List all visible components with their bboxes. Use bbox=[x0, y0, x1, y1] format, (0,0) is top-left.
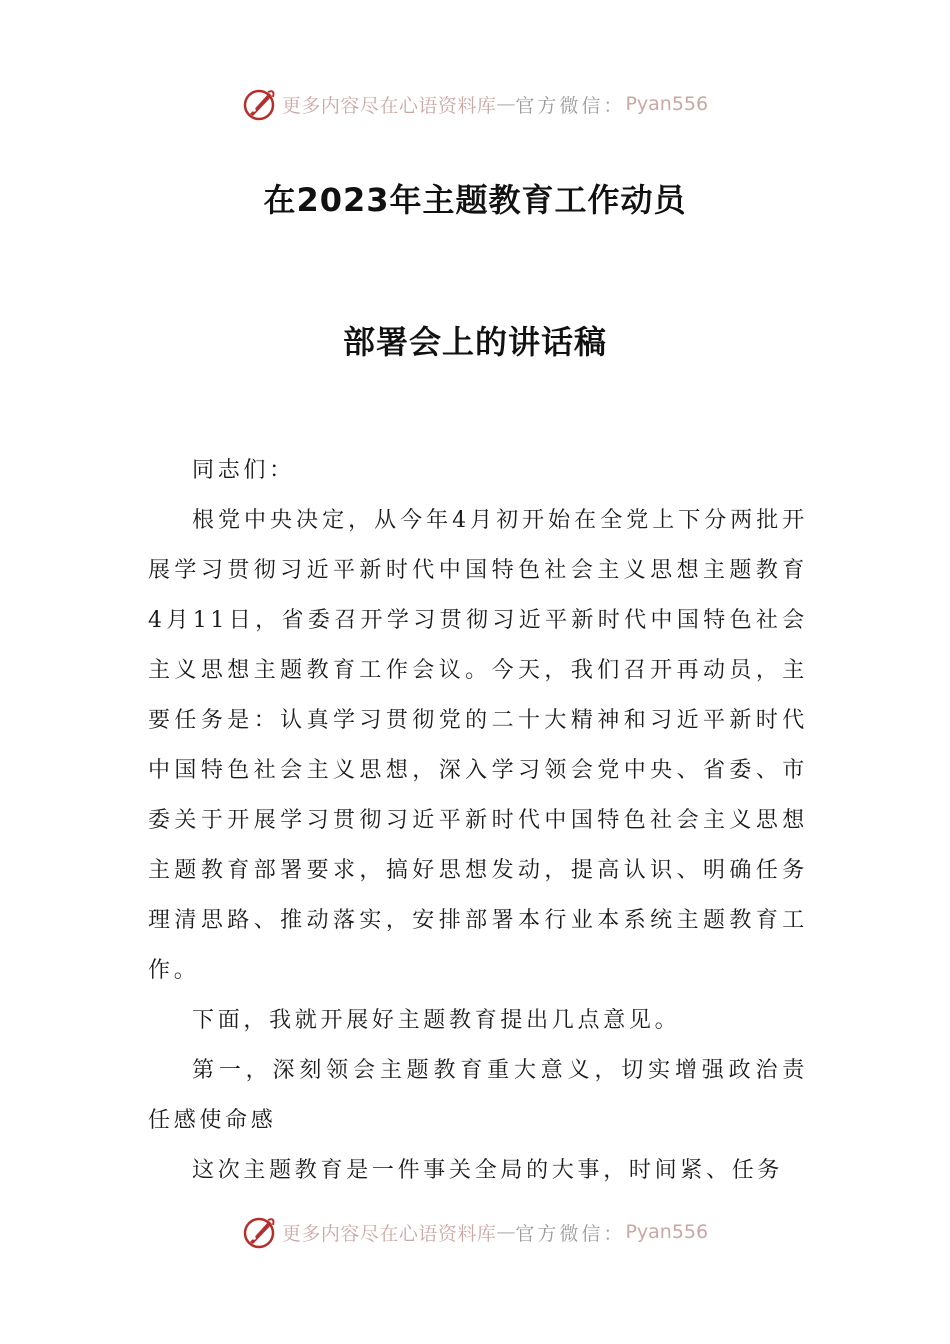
body-paragraph: 根党中央决定，从今年4月初开始在全党上下分两批开展学习贯彻习近平新时代中国特色社会主义思想主题教育4月11日，省委召开学习贯彻习近平新时代中国特色社会主义思想主题教育工作会议。今天，我们召开再动员，主要任务是：认真学习贯彻党的二十大精神和习近平新时代中国特色社会主义思想，深入学习领会党中央、省委、市委关于开展学习贯彻习近平新时代中国特色社会主义思想主题教育部署要求，搞好思想发动，提高认识、明确任务理清思路、推动落实，安排部署本行业本系统主题教育工作。 bbox=[148, 508, 808, 983]
quill-logo-icon bbox=[242, 1214, 278, 1250]
salutation: 同志们： bbox=[192, 458, 295, 483]
body-paragraph: 下面，我就开展好主题教育提出几点意见。 bbox=[192, 1008, 681, 1033]
banner-separator: — bbox=[496, 1221, 516, 1243]
banner-wechat-label: 官方微信： bbox=[515, 94, 626, 117]
document-title-line1: 在2023年主题教育工作动员 bbox=[263, 181, 687, 219]
banner-wechat-id: Pyan556 bbox=[625, 1221, 709, 1243]
body-paragraph: 这次主题教育是一件事关全局的大事，时间紧、任务 bbox=[192, 1158, 784, 1183]
document-title-line2: 部署会上的讲话稿 bbox=[342, 323, 607, 361]
quill-logo-icon bbox=[242, 86, 278, 122]
banner-separator: — bbox=[496, 93, 516, 115]
banner-wechat-id: Pyan556 bbox=[625, 93, 709, 115]
footer-banner bbox=[0, 1212, 950, 1252]
header-banner bbox=[0, 84, 950, 124]
section-heading: 第一，深刻领会主题教育重大意义，切实增强政治责任感使命感 bbox=[148, 1058, 808, 1133]
document-body bbox=[148, 446, 808, 1196]
banner-wechat-label: 官方微信： bbox=[515, 1222, 626, 1245]
banner-text: 更多内容尽在心语资料库 bbox=[281, 94, 497, 117]
banner-text: 更多内容尽在心语资料库 bbox=[281, 1222, 497, 1245]
